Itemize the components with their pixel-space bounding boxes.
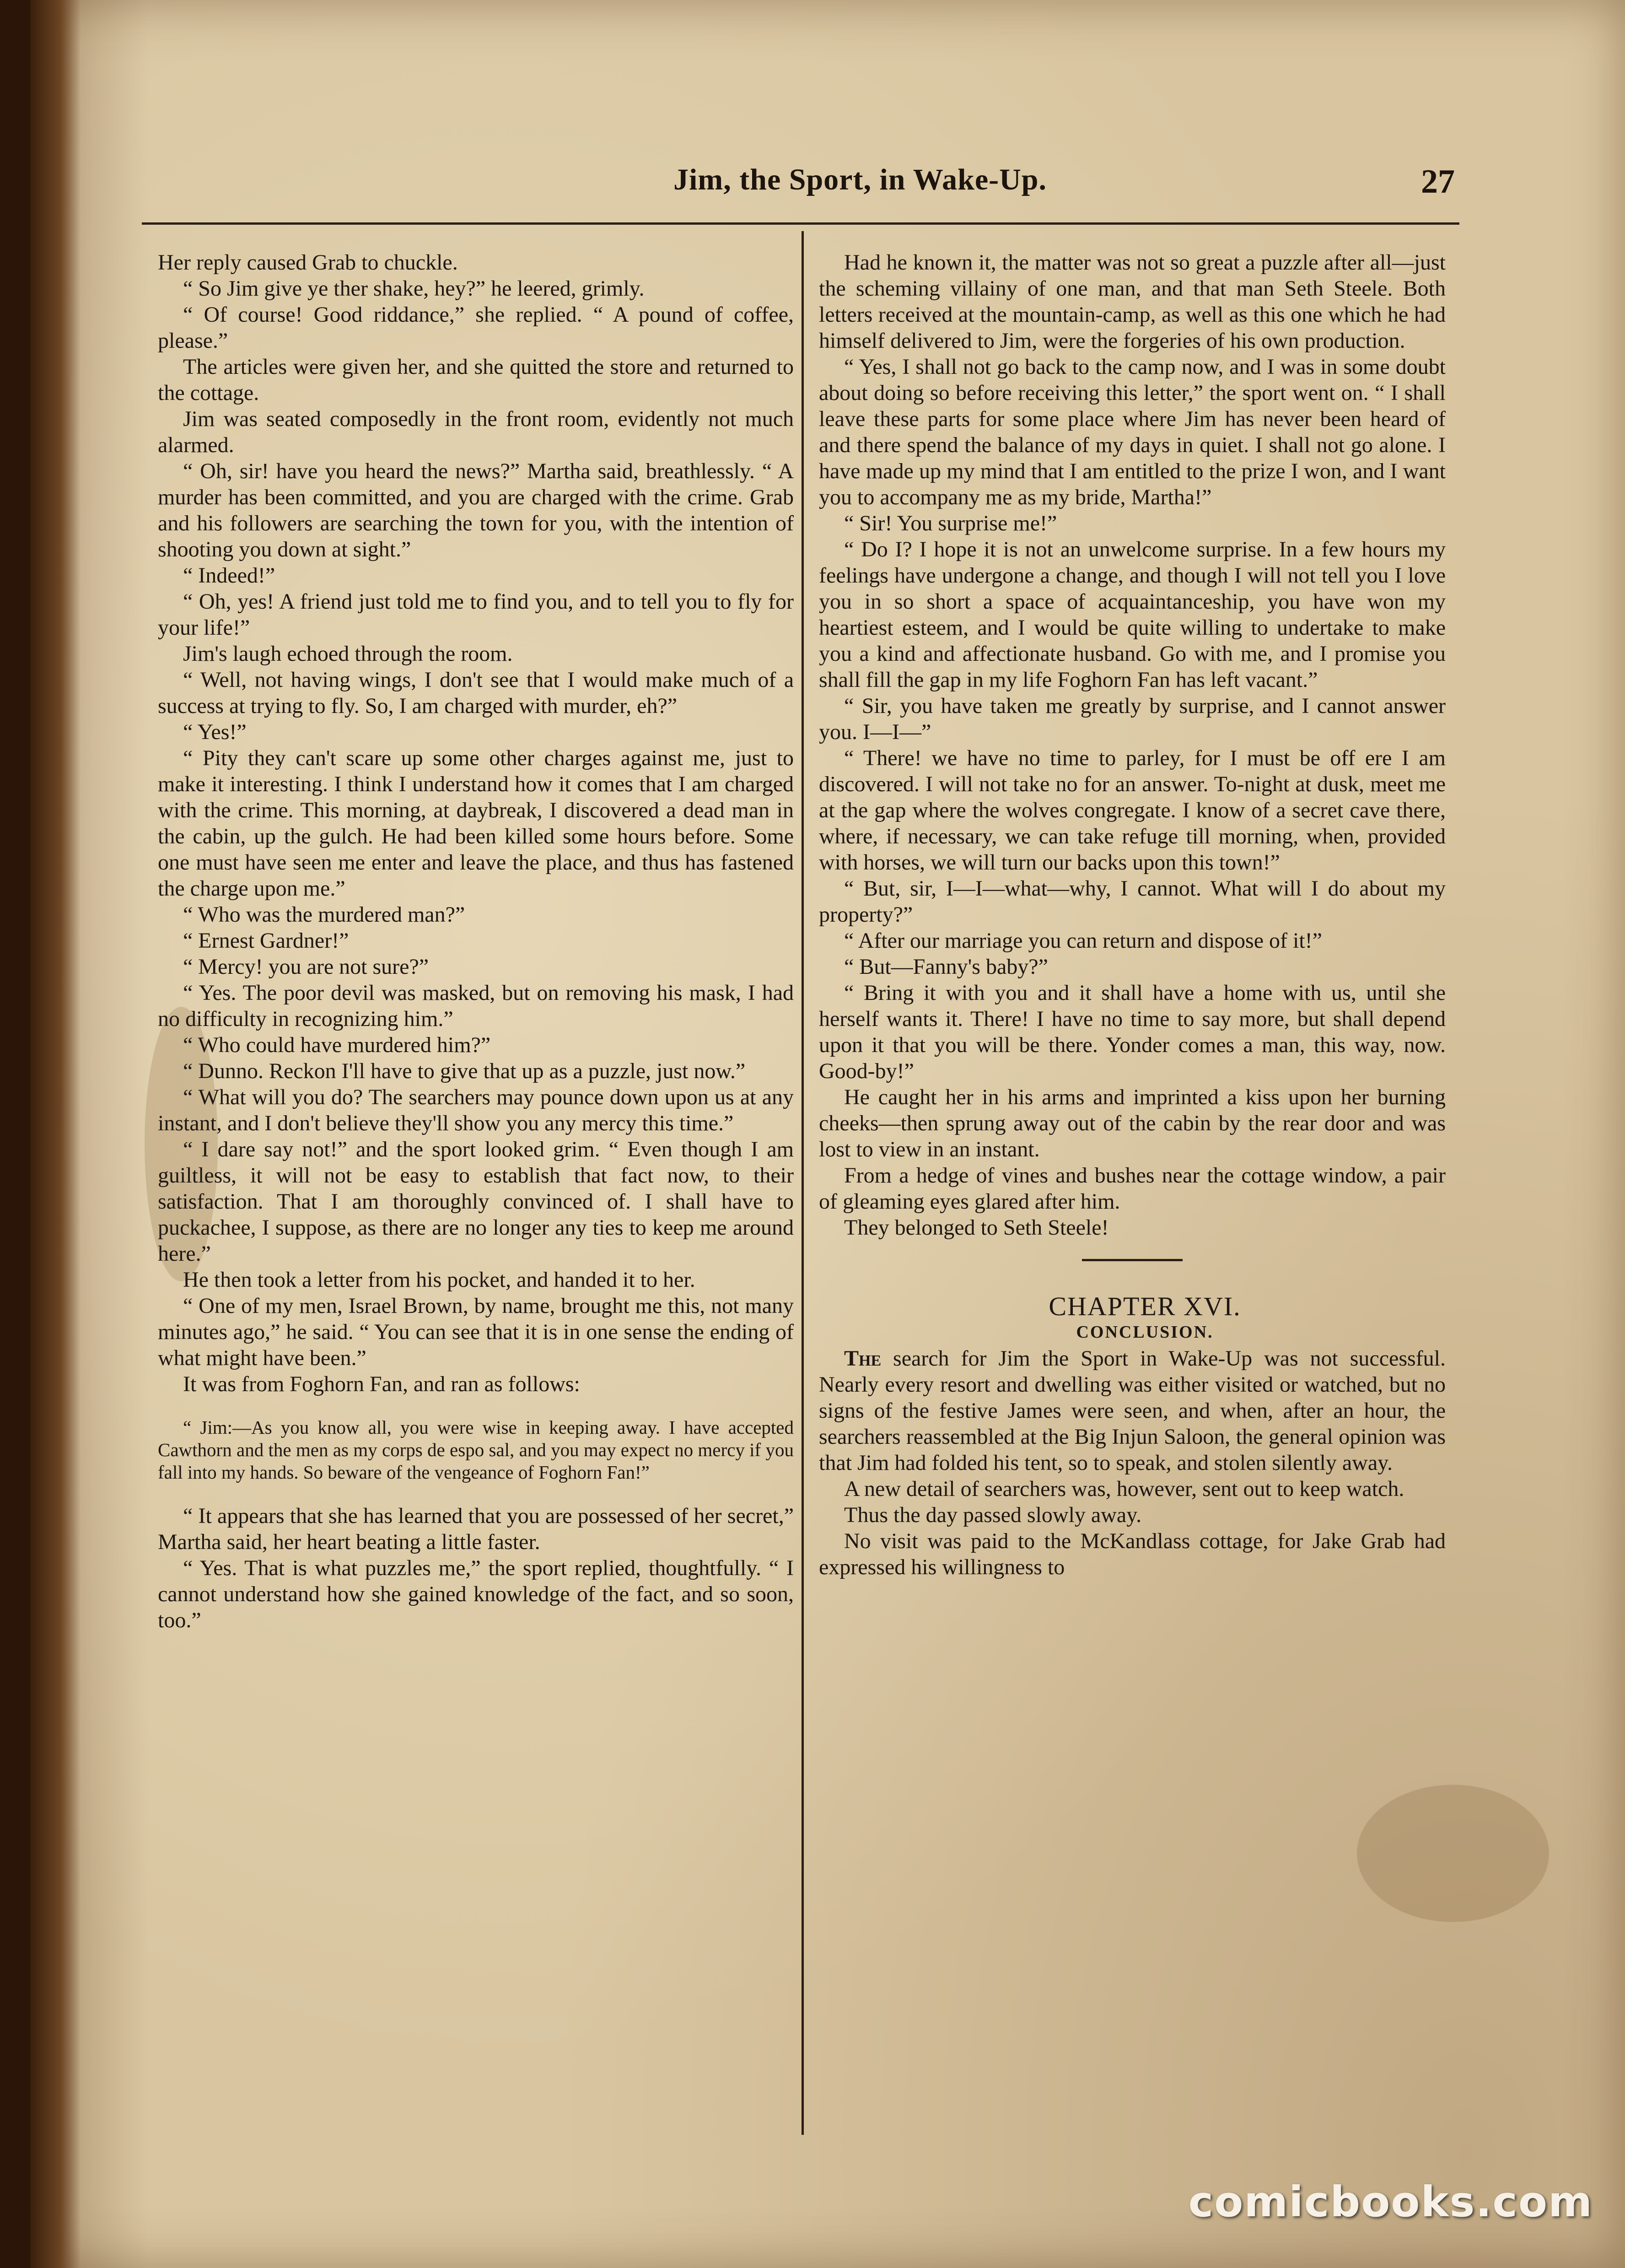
paragraph: He then took a letter from his pocket, and handed it to her.: [183, 1268, 695, 1292]
chapter-heading: CHAPTER XVI.: [1049, 1291, 1241, 1321]
header-rule: [142, 222, 1459, 225]
paragraph: “ Pity they can't scare up some other charges against me, just to make it interesting. I think I understand how it comes that I am charged with the crime. This morning, at daybreak, I discovered a dead man in the cabin, up the gulch. He had been killed some hours before. Some one must have seen me enter and leave the place, and thus has fastened the charge upon me.”: [158, 746, 794, 901]
paragraph: Jim's laugh echoed through the room.: [183, 642, 513, 666]
chapter-subheading: CONCLUSION.: [1076, 1323, 1214, 1342]
paragraph: “ Do I? I hope it is not an unwelcome surprise. In a few hours my feelings have undergone a change, and though I will not tell you I love you in so short a space of acquaintanceship, you have won my heartiest esteem, and I would be quite willing to undertake to make you a kind and affectionate husband. Go with me, and I promise you shall fill the gap in my life Foghorn Fan has left vacant.”: [819, 537, 1446, 692]
paper-stain: [1357, 1785, 1549, 1922]
paragraph: From a hedge of vines and bushes near the cottage window, a pair of gleaming eyes glared after him.: [819, 1163, 1446, 1214]
paragraph: “ So Jim give ye ther shake, hey?” he leered, grimly.: [183, 276, 645, 301]
paragraph: Jim was seated composedly in the front room, evidently not much alarmed.: [158, 407, 794, 457]
paragraph: They belonged to Seth Steele!: [844, 1215, 1109, 1240]
chapter-opening-paragraph: [819, 1345, 1446, 1476]
paragraph: It was from Foghorn Fan, and ran as follows:: [183, 1372, 580, 1396]
paragraph: “ Oh, yes! A friend just told me to find you, and to tell you to fly for your life!”: [158, 589, 794, 640]
paragraph: “ One of my men, Israel Brown, by name, brought me this, not many minutes ago,” he said. “ You can see that it is in one sense the ending of what might have been.”: [158, 1294, 794, 1370]
paragraph: “ Ernest Gardner!”: [183, 929, 349, 953]
paragraph: A new detail of searchers was, however, sent out to keep watch.: [844, 1477, 1404, 1501]
paragraph: “ But, sir, I—I—what—why, I cannot. What will I do about my property?”: [819, 876, 1446, 927]
paragraph: Her reply caused Grab to chuckle.: [158, 250, 458, 275]
paragraph: “ But—Fanny's baby?”: [844, 955, 1048, 979]
paragraph: “ Who was the murdered man?”: [183, 902, 465, 927]
paragraph: “ Mercy! you are not sure?”: [183, 955, 429, 979]
paragraph: “ Dunno. Reckon I'll have to give that up as a puzzle, just now.”: [183, 1059, 746, 1083]
paragraph: He caught her in his arms and imprinted a kiss upon her burning cheeks—then sprung away out of the cabin by the rear door and was lost to view in an instant.: [819, 1085, 1446, 1161]
right-column: [819, 249, 1446, 1580]
paragraph: “ I dare say not!” and the sport looked grim. “ Even though I am guiltless, it will not be easy to establish that fact now, to their satisfaction. That I am thoroughly convinced of. I shall have to puckachee, I suppose, as there are no longer any ties to keep me around here.”: [158, 1137, 794, 1266]
page-number: 27: [1421, 163, 1455, 200]
paragraph: “ It appears that she has learned that you are possessed of her secret,” Martha said, her heart beating a little faster.: [158, 1504, 794, 1554]
running-title: Jim, the Sport, in Wake-Up.: [673, 163, 1047, 196]
watermark: comicbooks.com: [1188, 2177, 1593, 2226]
paragraph: “ Yes!”: [183, 720, 247, 744]
paragraph: “ Oh, sir! have you heard the news?” Martha said, breathlessly. “ A murder has been committed, and you are charged with the crime. Grab and his followers are searching the town for you, with the intention of shooting you down at sight.”: [158, 459, 794, 562]
left-column: [158, 249, 794, 1633]
paragraph: “ Indeed!”: [183, 563, 275, 588]
paragraph: “ Bring it with you and it shall have a home with us, until she herself wants it. There! I have no time to say more, but shall depend upon it that you will be there. Yonder comes a man, this way, now. Good-by!”: [819, 981, 1446, 1083]
paragraph: “ Well, not having wings, I don't see that I would make much of a success at trying to fly. So, I am charged with murder, eh?”: [158, 668, 794, 718]
paragraph: “ After our marriage you can return and dispose of it!”: [844, 929, 1322, 953]
paragraph: “ Yes. That is what puzzles me,” the sport replied, thoughtfully. “ I cannot understand how she gained knowledge of the fact, and so soon, too.”: [158, 1556, 794, 1632]
paragraph: The articles were given her, and she quitted the store and returned to the cottage.: [158, 355, 794, 405]
paragraph: “ What will you do? The searchers may pounce down upon us at any instant, and I don't believe they'll show you any mercy this time.”: [158, 1085, 794, 1135]
paragraph: Had he known it, the matter was not so great a puzzle after all—just the scheming villainy of one man, and that man Seth Steele. Both letters received at the mountain-camp, as well as this one which he had himself delivered to Jim, were the forgeries of his own production.: [819, 250, 1446, 353]
column-divider: [802, 231, 804, 2135]
paragraph: “ There! we have no time to parley, for I must be off ere I am discovered. I will not take no for an answer. To-night at dusk, meet me at the gap where the wolves congregate. I know of a secret cave there, where, if necessary, we can take refuge till morning, when, provided with horses, we will turn our backs upon this town!”: [819, 746, 1446, 875]
quoted-letter: [158, 1416, 794, 1484]
paragraph: “ Of course! Good riddance,” she replied. “ A pound of coffee, please.”: [158, 302, 794, 353]
drop-word: The: [844, 1346, 882, 1371]
section-rule: [1082, 1259, 1183, 1261]
paragraph: “ Yes. The poor devil was masked, but on removing his mask, I had no difficulty in recognizing him.”: [158, 981, 794, 1031]
paragraph: No visit was paid to the McKandlass cottage, for Jake Grab had expressed his willingness to: [819, 1529, 1446, 1579]
paragraph: “ Who could have murdered him?”: [183, 1033, 491, 1057]
binding-gutter: [30, 0, 81, 2268]
running-header: [137, 162, 1455, 217]
paragraph: “ Yes, I shall not go back to the camp now, and I was in some doubt about doing so before receiving this letter,” the sport went on. “ I shall leave these parts for some place where Jim has never been heard of and there spend the balance of my days in quiet. I shall not go alone. I have made up my mind that I am entitled to the prize I won, and I want you to accompany me as my bride, Martha!”: [819, 355, 1446, 509]
paragraph: Thus the day passed slowly away.: [844, 1503, 1142, 1527]
opening-text: search for Jim the Sport in Wake-Up was not successful. Nearly every resort and dwelling was either visited or watched, but no signs of the festive James were seen, and when, after an hour, the searchers reassembled at the Big Injun Saloon, the general opinion was that Jim had folded his tent, so to speak, and stolen silently away.: [819, 1346, 1446, 1475]
paragraph: “ Sir, you have taken me greatly by surprise, and I cannot answer you. I—I—”: [819, 694, 1446, 744]
paragraph: “ Sir! You surprise me!”: [844, 511, 1057, 535]
letter-text: “ Jim:—As you know all, you were wise in keeping away. I have accepted Cawthorn and the men as my corps de espo sal, and you may expect no mercy if you fall into my hands. So beware of the vengeance of Foghorn Fan!”: [158, 1417, 794, 1483]
